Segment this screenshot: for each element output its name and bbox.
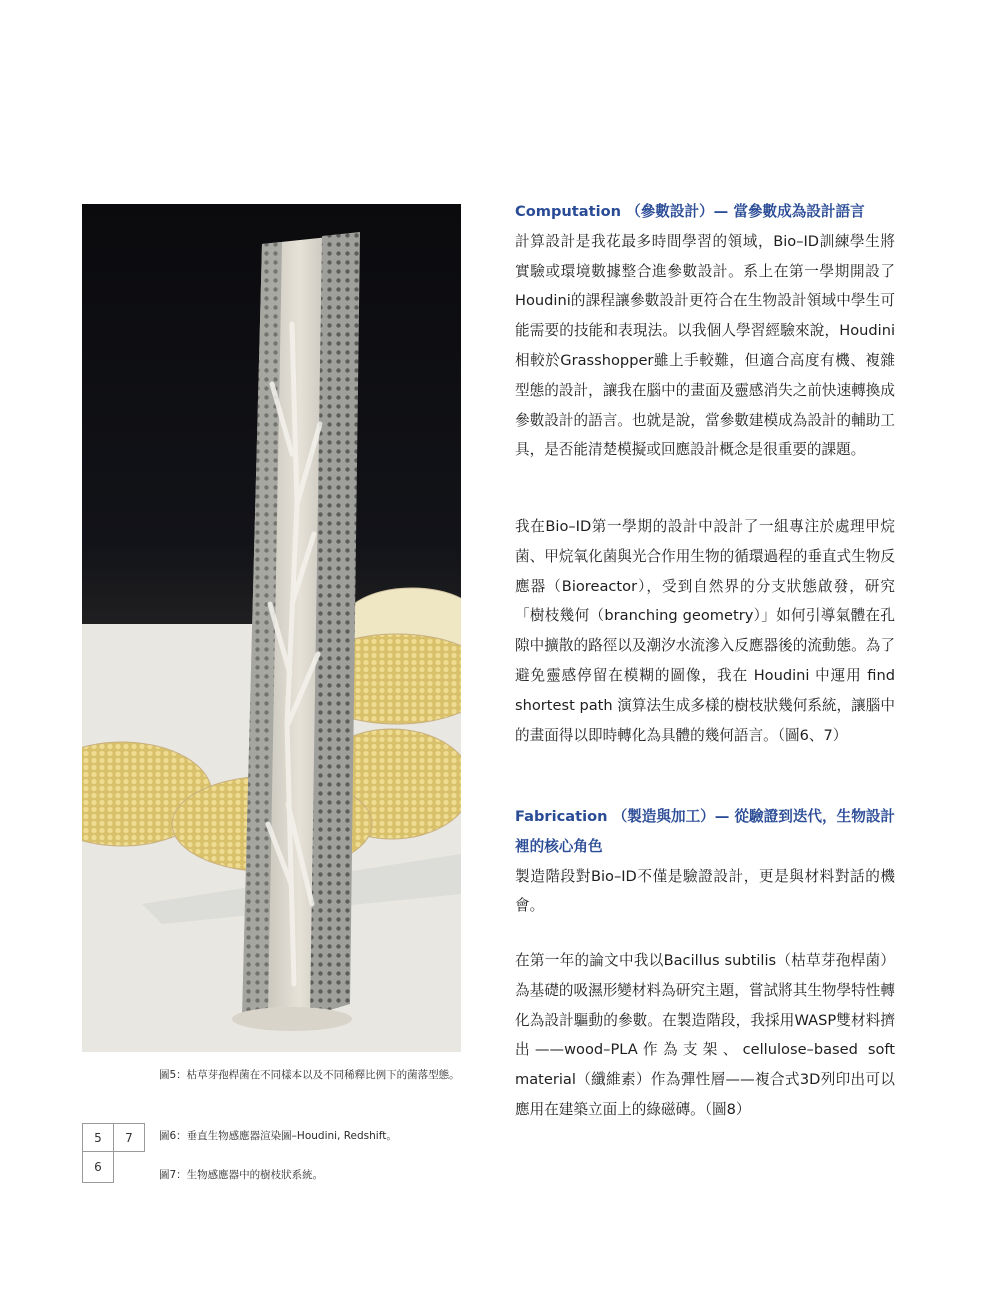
- caption-fig5: 圖5：枯草芽孢桿菌在不同樣本以及不同稀釋比例下的菌落型態。: [159, 1069, 460, 1081]
- caption-fig6: 圖6：垂直生物感應器渲染圖–Houdini, Redshift。: [159, 1130, 397, 1142]
- figure-index-grid: [82, 1123, 148, 1183]
- figure-index-6: 6: [82, 1151, 114, 1183]
- section-heading-computation: Computation （參數設計）— 當參數成為設計語言: [515, 203, 865, 220]
- body-paragraph: 製造階段對Bio–ID不僅是驗證設計，更是與材料對話的機會。: [515, 867, 895, 915]
- body-paragraph: 計算設計是我花最多時間學習的領域，Bio–ID訓練學生將實驗或環境數據整合進參數設計。系上在第一學期開設了Houdini的課程讓參數設計更符合在生物設計領域中學生可能需要的技能和表現法。以我個人學習經驗來說，Houdini相較於Grasshopper雖上手較難，但適合高度有機、複雜型態的設計，讓我在腦中的畫面及靈感消失之前快速轉換成參數設計的語言。也就是說，當參數建模成為設計的輔助工具，是否能清楚模擬或回應設計概念是很重要的課題。: [515, 232, 895, 459]
- bioreactor-photo: [82, 204, 461, 1052]
- figure-index-7: 7: [113, 1123, 145, 1152]
- figure-index-5: 5: [82, 1123, 114, 1152]
- section-computation: [515, 197, 895, 465]
- section-heading-fabrication: Fabrication （製造與加工）— 從驗證到迭代，生物設計裡的核心角色: [515, 808, 895, 855]
- body-paragraph: 在第一年的論文中我以Bacillus subtilis（枯草芽孢桿菌）為基礎的吸濕形變材料為研究主題，嘗試將其生物學特性轉化為設計驅動的參數。在製造階段，我採用WASP雙材料擠出——wood–PLA作為支架、cellulose–based soft material（纖維素）作為彈性層——複合式3D列印出可以應用在建築立面上的綠磁磚。（圖8）: [515, 952, 895, 1118]
- body-paragraph: 我在Bio–ID第一學期的設計中設計了一組專注於處理甲烷菌、甲烷氧化菌與光合作用生物的循環過程的垂直式生物反應器（Bioreactor），受到自然界的分支狀態啟發，研究「樹枝幾何（branching geometry）」如何引導氣體在孔隙中擴散的路徑以及潮汐水流滲入反應器後的流動態。為了避免靈感停留在模糊的圖像，我在 Houdini 中運用 find shortest path 演算法生成多樣的樹枝狀幾何系統，讓腦中的畫面得以即時轉化為具體的幾何語言。（圖6、7）: [515, 518, 895, 744]
- section-computation-cont: [515, 512, 895, 750]
- section-fabrication: [515, 802, 895, 921]
- section-fabrication-cont: [515, 946, 895, 1125]
- caption-fig7: 圖7：生物感應器中的樹枝狀系統。: [159, 1169, 324, 1181]
